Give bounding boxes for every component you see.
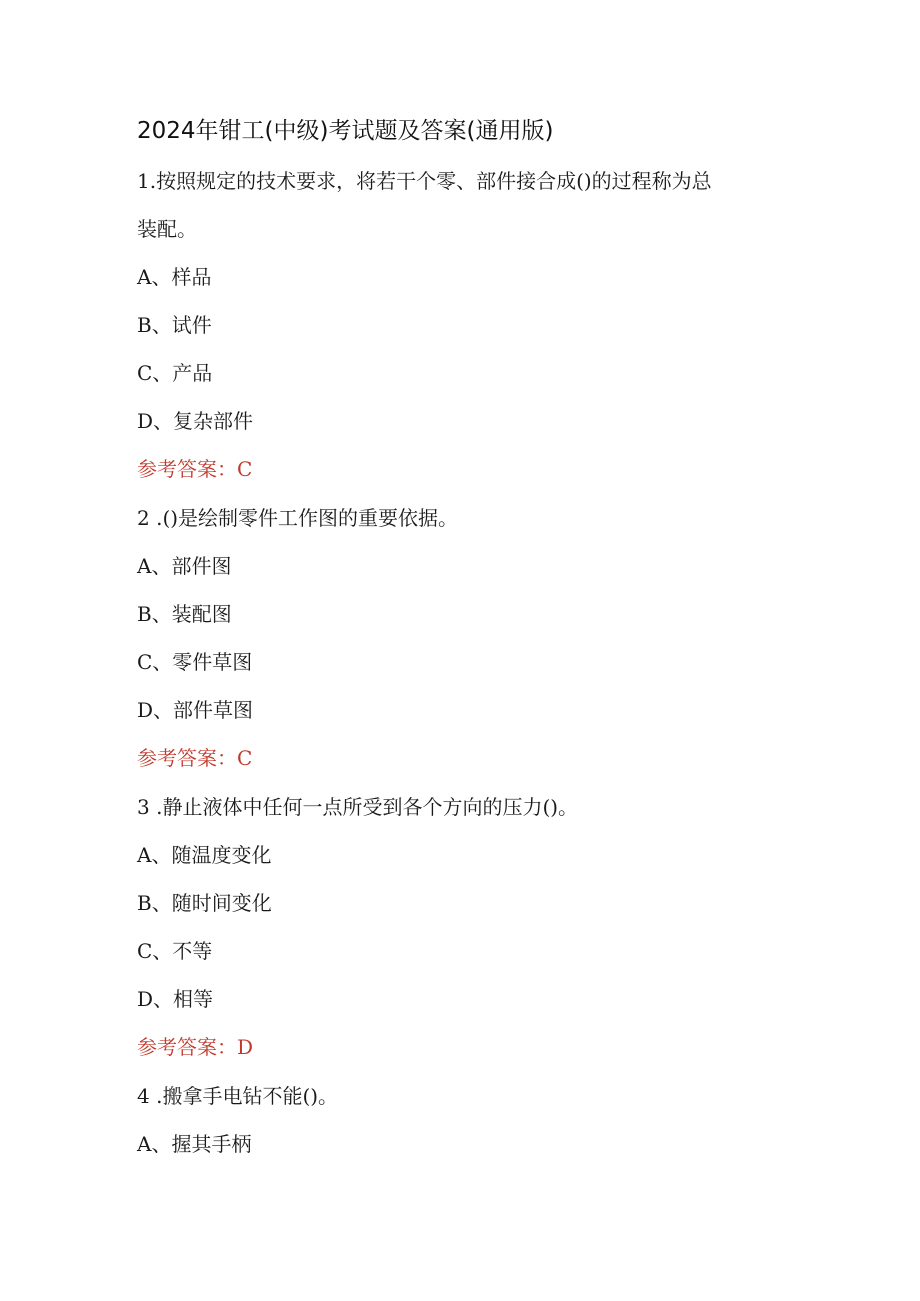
question-3-option-c: C、不等 — [137, 939, 213, 963]
question-2-option-c: C、零件草图 — [137, 650, 253, 674]
question-1-stem-line-2: 装配。 — [137, 217, 197, 241]
question-1-option-c: C、产品 — [137, 361, 213, 385]
question-1-stem-line-1: 1.按照规定的技术要求，将若干个零、部件接合成()的过程称为总 — [137, 169, 712, 193]
question-3-option-b: B、随时间变化 — [137, 891, 272, 915]
question-2-option-b: B、装配图 — [137, 602, 232, 626]
question-3-option-d: D、相等 — [137, 987, 214, 1011]
question-1-option-d: D、复杂部件 — [137, 409, 254, 433]
question-4-option-a: A、握其手柄 — [137, 1132, 252, 1156]
question-1-option-b: B、试件 — [137, 313, 212, 337]
question-2-stem: 2 .()是绘制零件工作图的重要依据。 — [137, 506, 459, 530]
question-2-option-d: D、部件草图 — [137, 698, 254, 722]
question-3-answer: 参考答案：D — [137, 1035, 254, 1059]
question-1-answer: 参考答案：C — [137, 457, 253, 481]
question-3-stem: 3 .静止液体中任何一点所受到各个方向的压力()。 — [137, 795, 579, 819]
question-1-option-a: A、样品 — [137, 265, 212, 289]
document-title: 2024年钳工(中级)考试题及答案(通用版) — [137, 118, 554, 144]
question-2-answer: 参考答案：C — [137, 746, 253, 770]
question-3-option-a: A、随温度变化 — [137, 843, 272, 867]
question-4-stem: 4 .搬拿手电钻不能()。 — [137, 1084, 339, 1108]
question-2-option-a: A、部件图 — [137, 554, 232, 578]
